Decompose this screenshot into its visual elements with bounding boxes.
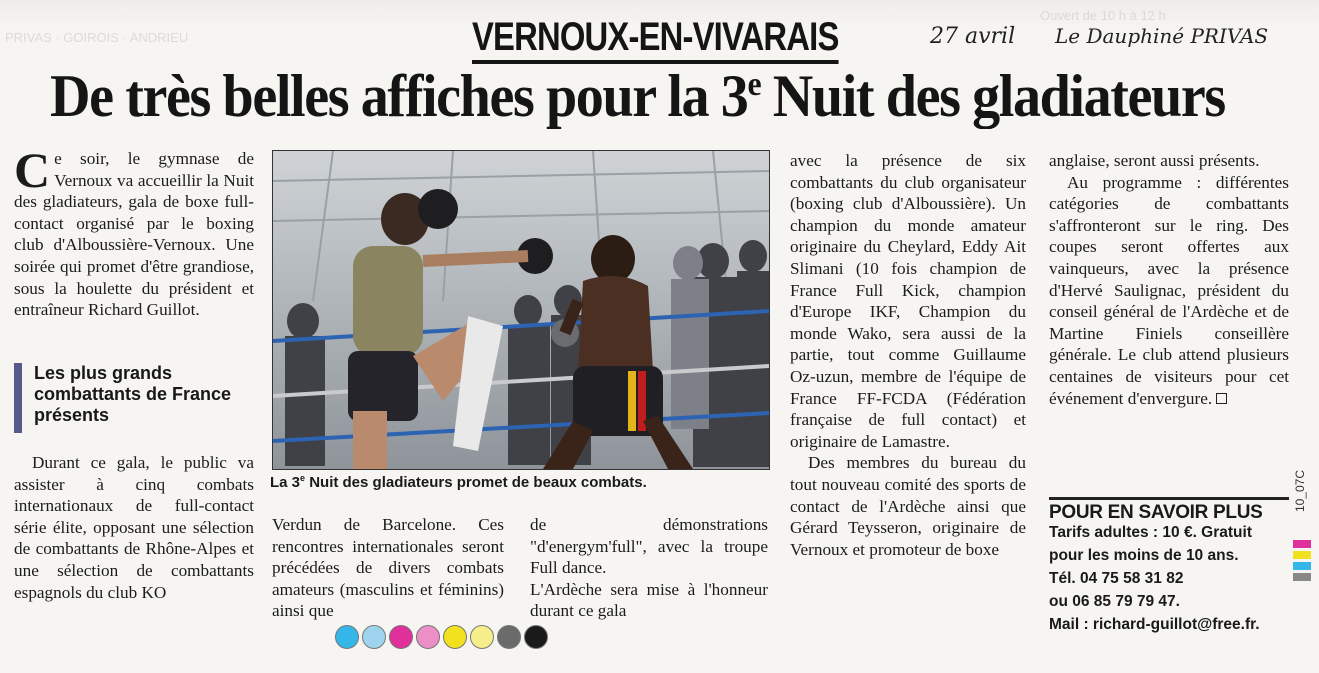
col4-paragraph-2: Des membres du bureau du tout nouveau comité des sports de contact de l'Ardèche ainsi que Gérard Teysseron, originaire de Vernoux et promoteur de boxe bbox=[790, 453, 1026, 559]
color-bar bbox=[1293, 573, 1311, 581]
color-bar bbox=[1293, 540, 1311, 548]
headline-sup: e bbox=[747, 66, 761, 103]
margin-color-bars bbox=[1293, 540, 1311, 584]
headline bbox=[50, 62, 1228, 131]
caption-pre: La 3 bbox=[270, 474, 301, 491]
info-tel-1: Tél. 04 75 58 31 82 bbox=[1049, 570, 1184, 587]
article-body-col5 bbox=[1049, 150, 1289, 409]
article-intro bbox=[14, 142, 254, 321]
color-swatch bbox=[524, 625, 548, 649]
section-label: VERNOUX-EN-VIVARAIS bbox=[472, 14, 839, 64]
color-swatch bbox=[443, 625, 467, 649]
col4-paragraph-1: avec la présence de six combattants du club organisateur (boxing club d'Alboussière). Un champion du monde amateur originaire du Cheylard, Eddy Ait Slimani (10 fois champion de France Full Kick, champion d'Europe IKF, Champion du monde Wako, sera aussi de la partie, tout comme Guillaume Oz-uzun, membre de l'équipe de France FF-FCDA (Fédération française de full contact) et originaire de Lamastre. bbox=[790, 151, 1026, 451]
info-box-title: POUR EN SAVOIR PLUS bbox=[1049, 497, 1289, 524]
boxing-photo bbox=[272, 150, 770, 470]
color-calibration-swatches bbox=[335, 625, 548, 649]
end-mark-icon bbox=[1216, 393, 1227, 404]
col5-paragraph-2 bbox=[1049, 172, 1289, 410]
col5-paragraph-2-text: Au programme : différentes catégories de combattants s'affronteront sur le ring. Des coupes seront offertes aux vainqueurs, avec la présence d'Hervé Saulignac, président du conseil général de l'Ardèche et de Martine Finiels conseillère générale. Le club attend plusieurs centaines de visiteurs pour cet événement d'envergure. bbox=[1049, 172, 1289, 408]
color-swatch bbox=[497, 625, 521, 649]
article-body-col3: de démonstrations "d'energym'full", avec la troupe Full dance. L'Ardèche sera mise à l'honneur durant ce gala bbox=[530, 515, 768, 621]
intro-text: e soir, le gymnase de Vernoux va accueillir la Nuit des gladiateurs, gala de boxe full-contact organisé par le boxing club d'Alboussière-Vernoux. Une soirée qui promet d'être grandiose, sous la houlette du président et entraîneur Richard Guillot. bbox=[14, 149, 254, 320]
article-body-col2: Verdun de Barcelone. Ces rencontres internationales seront précédées de divers combats amateurs (masculins et féminins) ainsi que bbox=[272, 515, 504, 621]
info-tel-2: ou 06 85 79 79 47. bbox=[1049, 593, 1180, 610]
color-swatch bbox=[416, 625, 440, 649]
headline-end: Nuit des gladiateurs bbox=[760, 63, 1225, 129]
color-swatch bbox=[389, 625, 413, 649]
drop-cap: C bbox=[14, 142, 51, 198]
color-bar bbox=[1293, 562, 1311, 570]
col5-paragraph-1: anglaise, seront aussi présents. bbox=[1049, 151, 1260, 170]
photo-caption bbox=[270, 473, 770, 491]
handwritten-source: Le Dauphiné PRIVAS bbox=[1055, 24, 1269, 48]
boxing-photo-illustration bbox=[273, 151, 769, 469]
bleed-through-text: Ouvert de 10 h à 12 h bbox=[1040, 8, 1166, 23]
headline-main: De très belles affiches pour la 3 bbox=[50, 63, 748, 129]
color-bar bbox=[1293, 551, 1311, 559]
info-box bbox=[1049, 521, 1289, 636]
caption-post: Nuit des gladiateurs promet de beaux combats. bbox=[305, 474, 647, 491]
color-swatch bbox=[470, 625, 494, 649]
subhead: Les plus grands combattants de France présents bbox=[14, 363, 274, 433]
info-mail: Mail : richard-guillot@free.fr. bbox=[1049, 616, 1260, 633]
bleed-through-text: PRIVAS · GOIROIS · ANDRIEU bbox=[5, 30, 189, 45]
color-swatch bbox=[335, 625, 359, 649]
info-tarifs: Tarifs adultes : 10 €. Gratuit pour les moins de 10 ans. bbox=[1049, 524, 1252, 564]
article-body-col1: Durant ce gala, le public va assister à cinq combats internationaux de full-contact série élite, opposant une sélection de combattants de Rhône-Alpes et une sélection de combattants espagnols du club KO bbox=[14, 453, 254, 602]
margin-code: 10_07C bbox=[1293, 470, 1307, 513]
handwritten-date: 27 avril bbox=[930, 24, 1016, 49]
color-swatch bbox=[362, 625, 386, 649]
article-body-col4 bbox=[790, 150, 1026, 560]
caption-sup: e bbox=[300, 473, 306, 483]
